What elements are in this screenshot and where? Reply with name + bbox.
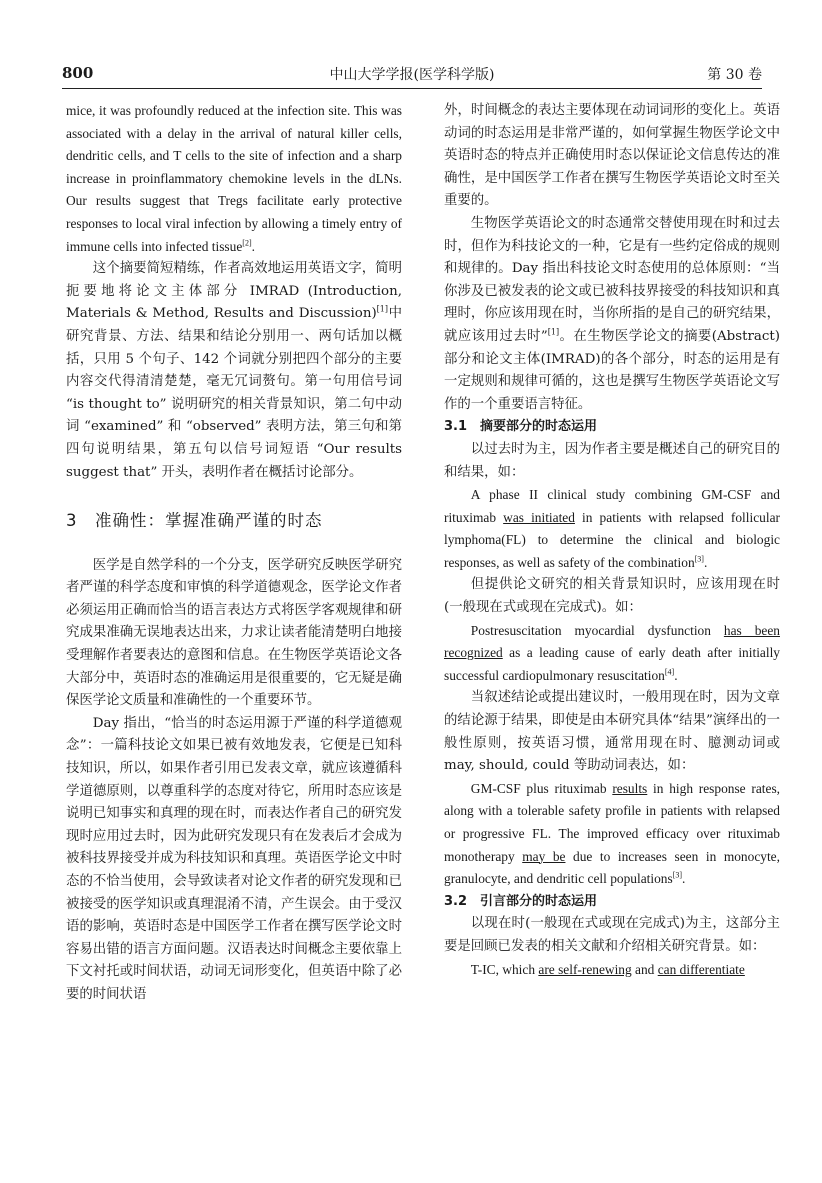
paragraph-tense-rules: 生物医学英语论文的时态通常交替使用现在时和过去时，但作为科技论文的一种，它是有一些约定俗成的规则和规律的。Day 指出科技论文时态使用的总体原则：“当你涉及已被发表的论文或已被科技界接受的科技知识和真理时，你应该用现在时，当你所指的是自己的研究结果，就应该用过去时”[1]。在生物医学论文的摘要(Abstract)部分和论文主体(IMRAD)的各个部分，时态的运用是有一定规则和规律可循的，这也是撰写生物医学英语论文写作的一个重要语言特征。 (444, 215, 780, 412)
paragraph-background-tense: 但提供论文研究的相关背景知识时，应该用现在时(一般现在式或现在完成式)。如： (444, 577, 780, 616)
abstract-quote-end: mice, it was profoundly reduced at the infection site. This was associated with a delay in the arrival of natural killer cells, dendritic cells, and T cells to the site of infection and a sharp increase in proinflammatory chemokine levels in the dLNs. Our results suggest that Tregs facilitate early protective responses to local viral infection by allowing a timely entry of immune cells into infected tissue[2]. (66, 103, 402, 254)
header-rule (62, 88, 762, 89)
running-header (62, 64, 762, 86)
example-3: GM-CSF plus rituximab results in high response rates, along with a tolerable safety profile in patients with relapsed or progressive FL. The improved efficacy over rituximab monotherapy may be due to increases seen in monocyte, granulocyte, and dendritic cell populations[3]. (444, 780, 780, 887)
paragraph-day-tense: Day 指出，“恰当的时态运用源于严谨的科学道德观念”：一篇科技论文如果已被有效地发表，它便是已知科技知识，所以，如果作者引用已发表文章，就应该遵循科学道德原则，以尊重科学的态度对待它，所用时态应该是说明已知事实和真理的现在时，而表达作者自己的研究发现时应用过去时，因为此研究发现只有在发表后才会成为被科技界接受并成为科技知识和真理。英语医学论文中时态的不恰当使用，会导致读者对论文作者的研究发现和已被接受的医学知识或真理混淆不清，产生误会。由于受汉语的影响，英语时态是中国医学工作者在撰写医学论文时容易出错的语言方面问题。汉语表达时间概念主要依靠上下文衬托或时间状语，动词无词形变化，但英语中除了必要的时间状语 (66, 715, 402, 1002)
example-4: T-IC, which are self-renewing and can differentiate (470, 961, 745, 977)
example-1: A phase II clinical study combining GM-CSF and rituximab was initiated in patients with relapsed follicular lymphoma(FL) to determine the clinical and biologic responses, as well as safety of the combination[3]. (444, 487, 780, 570)
paragraph-conclusion-tense: 当叙述结论或提出建议时，一般用现在时，因为文章的结论源于结果，即使是由本研究具体“结果”演绎出的一般性原则，按英语习惯，通常用现在时、臆测动词或 may, should, could 等助动词表达，如： (444, 690, 780, 774)
left-column (66, 100, 402, 1007)
paragraph-accuracy: 医学是自然学科的一个分支，医学研究反映医学研究者严谨的科学态度和审慎的科学道德观念，医学论文作者必须运用正确而恰当的语言表达方式将医学客观规律和研究成果准确无误地表达出来，力求让读者能清楚明白地接受理解作者要表达的意图和信息。在生物医学英语论文各大部分中，英语时态的准确运用是很重要的，它无疑是确保医学论文质量和准确性的一个重要环节。 (66, 557, 402, 709)
example-2: Postresuscitation myocardial dysfunction has been recognized as a leading cause of early death after initially successful cardiopulmonary resuscitation[4]. (444, 622, 780, 683)
volume-label: 第 30 卷 (707, 67, 762, 83)
right-column (444, 100, 780, 981)
subsection-heading-3-1: 3.1 摘要部分的时态运用 (444, 419, 598, 435)
page-number: 800 (62, 64, 94, 82)
paragraph-imrad-analysis: 这个摘要简短精练，作者高效地运用英语文字，简明扼要地将论文主体部分 IMRAD (Introduction, Materials & Method, Results and Discussion)[1]中研究背景、方法、结果和结论分别用一、两句话加以概括，只用 5 个句子、142 个词就分别把四个部分的主要内容交代得清清楚楚，毫无冗词赘句。第一句用信号词 “is thought to” 说明研究的相关背景知识，第二句中动词 “examined” 和 “observed” 表明方法，第三句和第四句说明结果，第五句以信号词短语 “Our results suggest that” 开头，表明作者在概括讨论部分。 (66, 261, 402, 480)
subsection-heading-3-2: 3.2 引言部分的时态运用 (444, 893, 598, 909)
journal-title: 中山大学学报(医学科学版) (329, 67, 495, 83)
paragraph-abstract-tense: 以过去时为主，因为作者主要是概述自己的研究目的和结果，如： (444, 441, 780, 480)
section-heading-3: 3 准确性：掌握准确严谨的时态 (66, 511, 323, 531)
paragraph-tense-continued: 外，时间概念的表达主要体现在动词词形的变化上。英语动词的时态运用是非常严谨的，如何掌握生物医学论文中英语时态的特点并正确使用时态以保证论文信息传达的准确性，是中国医学工作者在撰写生物医学英语论文时至关重要的。 (444, 103, 780, 209)
paragraph-introduction-tense: 以现在时(一般现在式或现在完成式)为主，这部分主要是回顾已发表的相关文献和介绍相关研究背景。如： (444, 916, 780, 954)
